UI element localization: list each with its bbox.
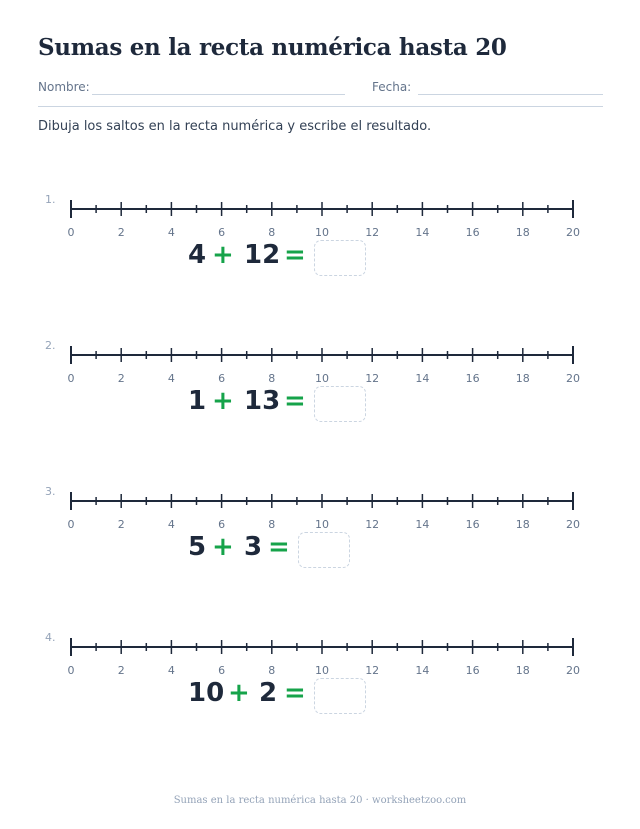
tick-label: 10 bbox=[315, 226, 329, 239]
addend-b: 12 bbox=[244, 240, 281, 270]
answer-box[interactable] bbox=[298, 532, 350, 568]
tick-label: 12 bbox=[365, 372, 380, 385]
tick-label: 18 bbox=[515, 518, 530, 531]
addend-b: 3 bbox=[244, 532, 263, 562]
plus-sign: + bbox=[228, 678, 250, 708]
tick-label: 20 bbox=[566, 372, 580, 385]
addend-a: 5 bbox=[188, 532, 207, 562]
tick-label: 4 bbox=[167, 372, 175, 385]
tick-label: 8 bbox=[268, 226, 276, 239]
problem-3 bbox=[0, 485, 640, 602]
addend-a: 10 bbox=[188, 678, 225, 708]
header-divider bbox=[38, 106, 603, 107]
tick-label: 0 bbox=[67, 226, 75, 239]
tick-label: 8 bbox=[268, 518, 276, 531]
tick-label: 20 bbox=[566, 226, 580, 239]
tick-label: 16 bbox=[465, 372, 480, 385]
problem-1 bbox=[0, 193, 640, 310]
plus-sign: + bbox=[212, 532, 234, 562]
problem-number: 3. bbox=[45, 485, 56, 498]
tick-label: 14 bbox=[415, 226, 430, 239]
tick-label: 16 bbox=[465, 664, 480, 677]
name-field[interactable] bbox=[92, 94, 345, 95]
tick-label: 12 bbox=[365, 664, 380, 677]
answer-box[interactable] bbox=[314, 386, 366, 422]
tick-label: 18 bbox=[515, 664, 530, 677]
tick-label: 2 bbox=[117, 518, 125, 531]
addend-b: 13 bbox=[244, 386, 281, 416]
tick-label: 0 bbox=[67, 518, 75, 531]
problem-number: 1. bbox=[45, 193, 56, 206]
footer: Sumas en la recta numérica hasta 20 · worksheetzoo.com bbox=[173, 795, 467, 806]
problem-number: 4. bbox=[45, 631, 56, 644]
problem-2 bbox=[0, 339, 640, 456]
tick-label: 2 bbox=[117, 226, 125, 239]
equals-sign: = bbox=[284, 240, 306, 270]
equals-sign: = bbox=[268, 532, 290, 562]
equals-sign: = bbox=[284, 678, 306, 708]
tick-label: 0 bbox=[67, 664, 75, 677]
worksheet-title: Sumas en la recta numérica hasta 20 bbox=[38, 34, 507, 61]
addend-a: 1 bbox=[188, 386, 207, 416]
tick-label: 10 bbox=[315, 664, 329, 677]
answer-box[interactable] bbox=[314, 240, 366, 276]
tick-label: 14 bbox=[415, 372, 430, 385]
tick-label: 2 bbox=[117, 664, 125, 677]
tick-label: 6 bbox=[218, 226, 226, 239]
tick-label: 4 bbox=[167, 664, 175, 677]
tick-label: 0 bbox=[67, 372, 75, 385]
tick-label: 20 bbox=[566, 518, 580, 531]
tick-label: 4 bbox=[167, 226, 175, 239]
tick-label: 18 bbox=[515, 372, 530, 385]
addend-a: 4 bbox=[188, 240, 207, 270]
tick-label: 20 bbox=[566, 664, 580, 677]
problem-number: 2. bbox=[45, 339, 56, 352]
tick-label: 14 bbox=[415, 664, 430, 677]
plus-sign: + bbox=[212, 386, 234, 416]
tick-label: 16 bbox=[465, 226, 480, 239]
tick-label: 4 bbox=[167, 518, 175, 531]
plus-sign: + bbox=[212, 240, 234, 270]
date-label: Fecha: bbox=[372, 80, 412, 94]
tick-label: 10 bbox=[315, 518, 329, 531]
tick-label: 16 bbox=[465, 518, 480, 531]
date-field[interactable] bbox=[418, 94, 603, 95]
instructions: Dibuja los saltos en la recta numérica y escribe el resultado. bbox=[38, 119, 432, 134]
answer-box[interactable] bbox=[314, 678, 366, 714]
equals-sign: = bbox=[284, 386, 306, 416]
tick-label: 6 bbox=[218, 518, 226, 531]
tick-label: 10 bbox=[315, 372, 329, 385]
tick-label: 14 bbox=[415, 518, 430, 531]
tick-label: 2 bbox=[117, 372, 125, 385]
addend-b: 2 bbox=[259, 678, 278, 708]
tick-label: 8 bbox=[268, 372, 276, 385]
tick-label: 6 bbox=[218, 664, 226, 677]
name-label: Nombre: bbox=[38, 80, 90, 94]
problem-4 bbox=[0, 631, 640, 748]
tick-label: 12 bbox=[365, 226, 380, 239]
tick-label: 18 bbox=[515, 226, 530, 239]
tick-label: 8 bbox=[268, 664, 276, 677]
tick-label: 6 bbox=[218, 372, 226, 385]
tick-label: 12 bbox=[365, 518, 380, 531]
